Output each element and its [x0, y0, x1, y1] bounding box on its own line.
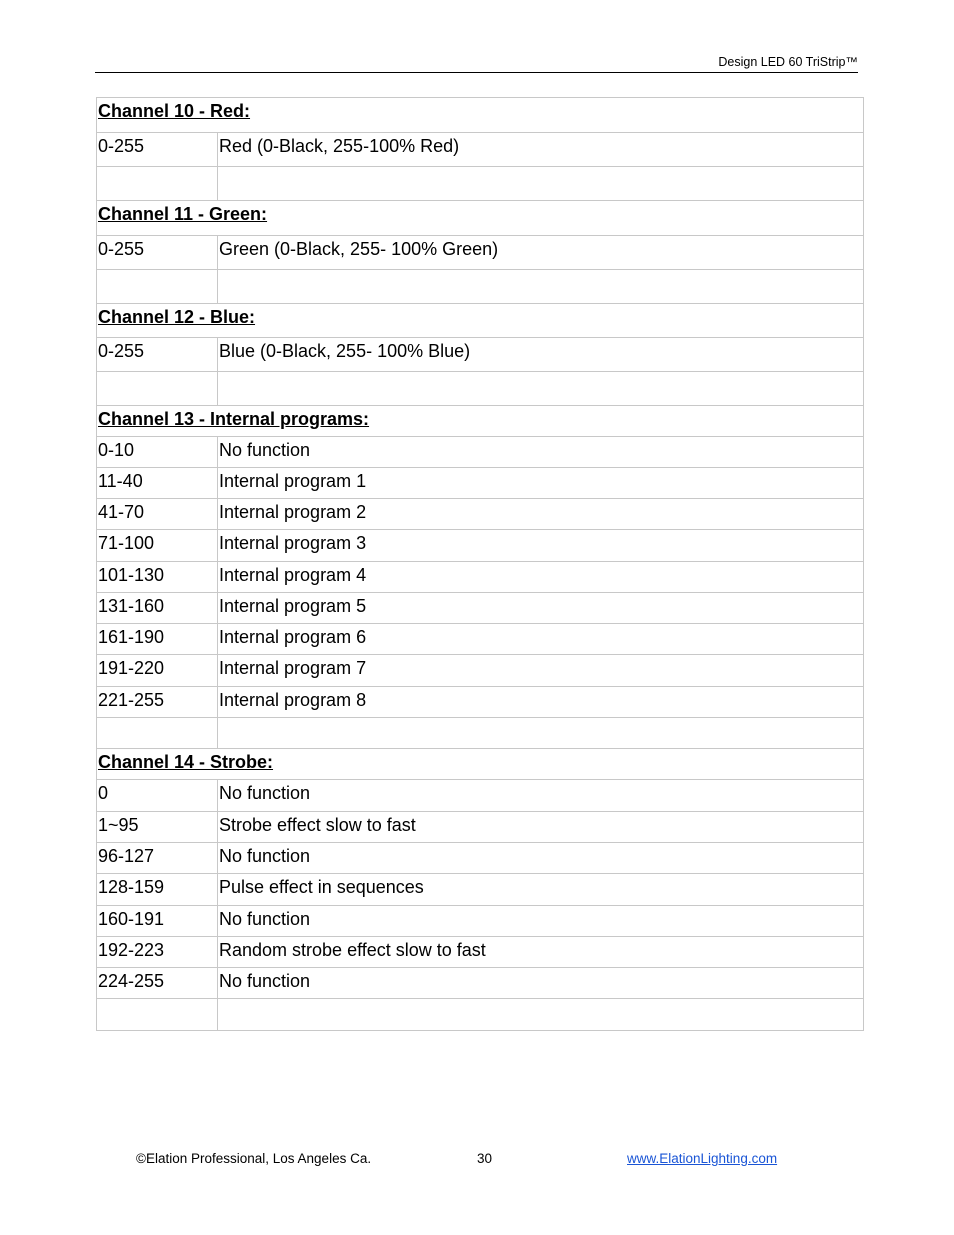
dmx-range: 128-159 [98, 877, 165, 897]
table-row [97, 592, 863, 623]
dmx-range: 160-191 [98, 909, 165, 929]
table-row [97, 467, 863, 498]
dmx-range: 161-190 [98, 627, 165, 647]
empty-cell [98, 718, 216, 748]
empty-cell [217, 718, 863, 748]
section-heading: Channel 13 - Internal programs: [98, 409, 370, 429]
dmx-range: 101-130 [98, 565, 165, 585]
dmx-range: 191-220 [98, 658, 165, 678]
empty-cell [98, 372, 216, 405]
section-heading: Channel 11 - Green: [98, 204, 268, 224]
dmx-range: 0 [98, 783, 109, 803]
empty-row [97, 166, 863, 200]
table-row [97, 337, 863, 371]
section-heading: Channel 14 - Strobe: [98, 752, 274, 772]
table-row [97, 873, 863, 905]
table-row [97, 779, 863, 811]
footer-copyright: ©Elation Professional, Los Angeles Ca. [136, 1151, 372, 1166]
empty-row [97, 371, 863, 405]
section-heading: Channel 12 - Blue: [98, 307, 256, 327]
function-description: No function [217, 437, 863, 467]
dmx-range: 221-255 [98, 690, 165, 710]
empty-cell [217, 167, 863, 200]
table-row [97, 811, 863, 842]
dmx-range: 131-160 [98, 596, 165, 616]
function-description: Green (0-Black, 255- 100% Green) [217, 236, 863, 269]
table-row [97, 905, 863, 936]
function-description: Internal program 1 [217, 468, 863, 498]
dmx-range: 71-100 [98, 533, 155, 553]
page-header [95, 54, 858, 73]
table-row [97, 654, 863, 686]
dmx-range: 0-255 [98, 239, 145, 259]
empty-row [97, 717, 863, 748]
function-description: No function [217, 906, 863, 936]
function-description: No function [217, 780, 863, 811]
function-description: No function [217, 968, 863, 998]
header-title: Design LED 60 TriStrip™ [718, 55, 858, 69]
empty-cell [217, 372, 863, 405]
dmx-range: 192-223 [98, 940, 165, 960]
function-description: Internal program 2 [217, 499, 863, 529]
function-description: Blue (0-Black, 255- 100% Blue) [217, 338, 863, 371]
channel-table [96, 97, 864, 1031]
function-description: Red (0-Black, 255-100% Red) [217, 133, 863, 166]
empty-cell [217, 999, 863, 1030]
dmx-range: 1~95 [98, 815, 139, 835]
dmx-range: 0-255 [98, 341, 145, 361]
empty-row [97, 269, 863, 303]
section-heading-row [97, 98, 863, 132]
function-description: Strobe effect slow to fast [217, 812, 863, 842]
function-description: Internal program 7 [217, 655, 863, 686]
section-heading-row [97, 405, 863, 436]
table-row [97, 436, 863, 467]
function-description: Random strobe effect slow to fast [217, 937, 863, 967]
page-footer [0, 1151, 954, 1171]
empty-cell [98, 167, 216, 200]
dmx-range: 96-127 [98, 846, 155, 866]
table-row [97, 623, 863, 654]
function-description: Internal program 6 [217, 624, 863, 654]
table-row [97, 936, 863, 967]
section-heading-row [97, 200, 863, 235]
section-heading-row [97, 303, 863, 337]
empty-cell [98, 999, 216, 1030]
function-description: Internal program 5 [217, 593, 863, 623]
table-row [97, 498, 863, 529]
section-heading-row [97, 748, 863, 779]
function-description: Internal program 4 [217, 562, 863, 592]
empty-cell [217, 270, 863, 303]
table-row [97, 967, 863, 998]
dmx-range: 41-70 [98, 502, 145, 522]
dmx-range: 0-255 [98, 136, 145, 156]
empty-row [97, 998, 863, 1030]
function-description: Pulse effect in sequences [217, 874, 863, 905]
table-row [97, 686, 863, 717]
table-row [97, 235, 863, 269]
dmx-range: 0-10 [98, 440, 135, 460]
section-heading: Channel 10 - Red: [98, 101, 251, 121]
dmx-range: 224-255 [98, 971, 165, 991]
footer-website-link[interactable]: www.ElationLighting.com [627, 1151, 778, 1166]
table-row [97, 842, 863, 873]
dmx-range: 11-40 [98, 471, 143, 491]
table-row [97, 132, 863, 166]
function-description: Internal program 3 [217, 530, 863, 561]
function-description: Internal program 8 [217, 687, 863, 717]
table-row [97, 561, 863, 592]
table-row [97, 529, 863, 561]
footer-page-number: 30 [477, 1151, 493, 1166]
function-description: No function [217, 843, 863, 873]
empty-cell [98, 270, 216, 303]
